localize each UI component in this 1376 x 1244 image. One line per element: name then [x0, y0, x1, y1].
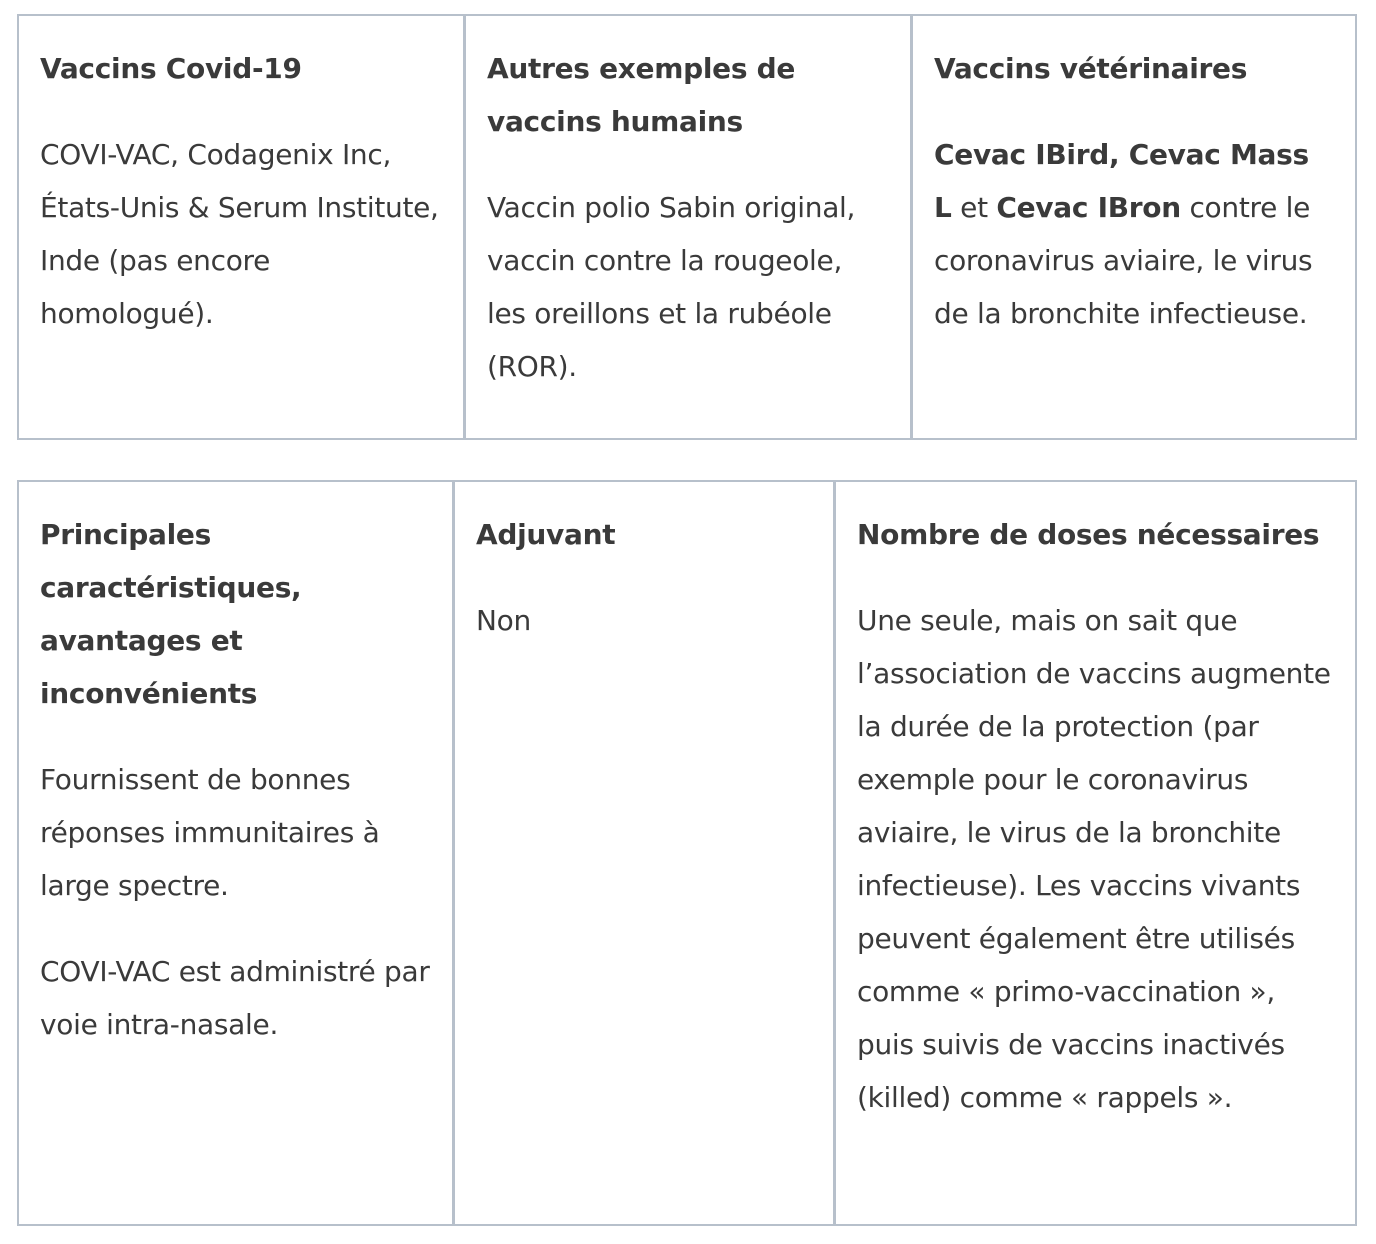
veterinary-vaccine-names-2: Cevac IBron — [996, 191, 1181, 224]
doses-text: Une seule, mais on sait que l’association de vaccins augmente la durée de la protection (par exemple pour le coronavirus aviaire, le virus de la bronchite infectieuse). Les vaccins vivants peuvent également être utilisés comme « primo-vaccination », puis suivis de vaccins inactivés (killed) comme « rappels ». — [857, 604, 1331, 1114]
vaccine-examples-table — [17, 14, 1357, 440]
vaccine-characteristics-table — [17, 480, 1357, 1226]
covid-vaccines-text: COVI-VAC, Codagenix Inc, États-Unis & Serum Institute, Inde (pas encore homologué). — [40, 138, 439, 330]
human-vaccines-cell — [466, 16, 913, 438]
covid-vaccines-cell — [19, 16, 466, 438]
adjuvant-heading: Adjuvant — [476, 518, 616, 551]
veterinary-vaccines-text — [934, 128, 1334, 340]
adjuvant-cell — [455, 482, 836, 1224]
doses-heading: Nombre de doses nécessaires — [857, 518, 1320, 551]
human-vaccines-heading: Autres exemples de vaccins humains — [487, 52, 796, 138]
characteristics-heading: Principales caractéristiques, avantages et inconvénients — [40, 518, 302, 710]
characteristics-text-1: Fournissent de bonnes réponses immunitaires à large spectre. — [40, 763, 380, 902]
veterinary-vaccines-description: contre le coronavirus aviaire, le virus de la bronchite infectieuse. — [934, 191, 1313, 330]
veterinary-vaccines-cell — [913, 16, 1355, 438]
characteristics-cell — [19, 482, 455, 1224]
veterinary-conjunction: et — [951, 191, 997, 224]
adjuvant-value: Non — [476, 604, 531, 637]
veterinary-vaccines-heading: Vaccins vétérinaires — [934, 52, 1248, 85]
veterinary-vaccine-names-1: Cevac IBird, Cevac Mass L — [934, 138, 1309, 224]
covid-vaccines-heading: Vaccins Covid-19 — [40, 52, 302, 85]
doses-cell — [836, 482, 1355, 1224]
characteristics-text-2: COVI-VAC est administré par voie intra-nasale. — [40, 955, 430, 1041]
human-vaccines-text: Vaccin polio Sabin original, vaccin contre la rougeole, les oreillons et la rubéole (ROR). — [487, 191, 856, 383]
